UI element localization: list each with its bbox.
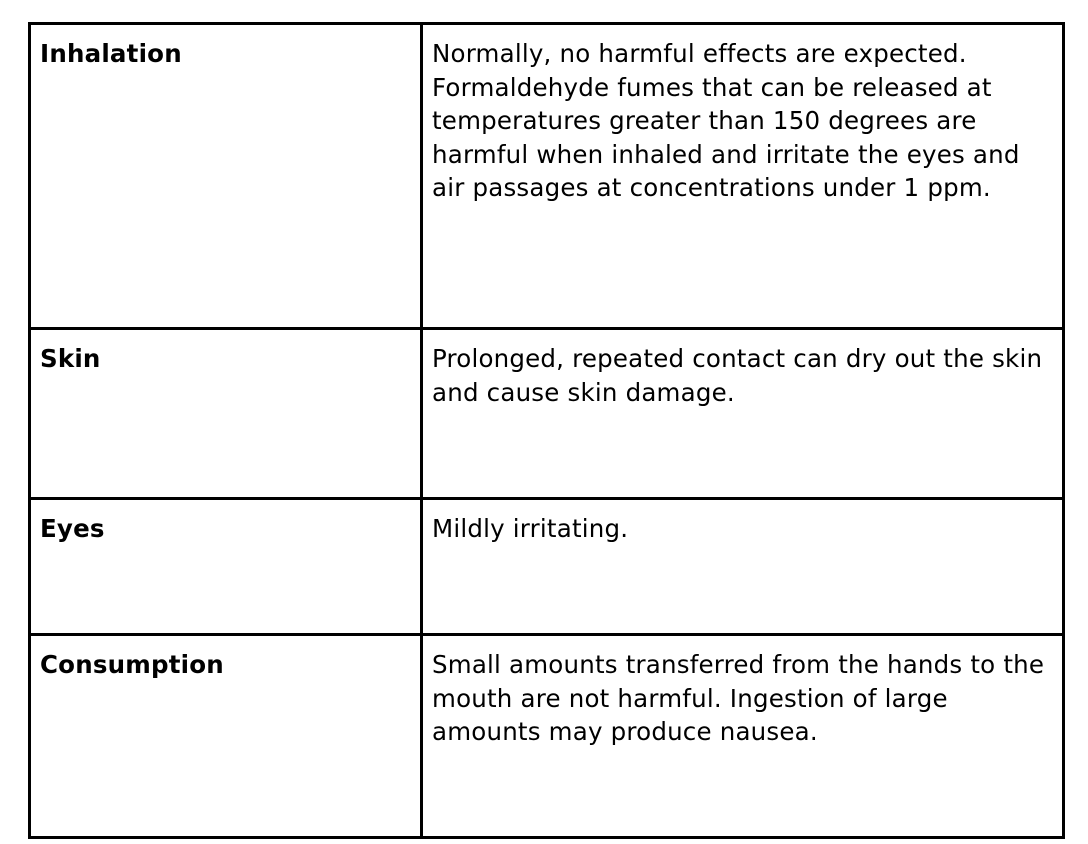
table-row-eyes xyxy=(30,499,1064,635)
table-row-skin xyxy=(30,329,1064,499)
effect-cell: Small amounts transferred from the hands to the mouth are not harmful. Ingestion of large amounts may produce nausea. xyxy=(422,635,1064,838)
table-row-inhalation xyxy=(30,24,1064,329)
route-cell: Skin xyxy=(30,329,422,499)
effect-cell: Mildly irritating. xyxy=(422,499,1064,635)
exposure-effects-table xyxy=(28,22,1065,839)
effect-cell: Prolonged, repeated contact can dry out the skin and cause skin damage. xyxy=(422,329,1064,499)
table-row-consumption xyxy=(30,635,1064,838)
effect-cell: Normally, no harmful effects are expected. Formaldehyde fumes that can be released at temperatures greater than 150 degrees are harmful when inhaled and irritate the eyes and air passages at concentrations under 1 ppm. xyxy=(422,24,1064,329)
route-cell: Consumption xyxy=(30,635,422,838)
route-cell: Eyes xyxy=(30,499,422,635)
route-cell: Inhalation xyxy=(30,24,422,329)
